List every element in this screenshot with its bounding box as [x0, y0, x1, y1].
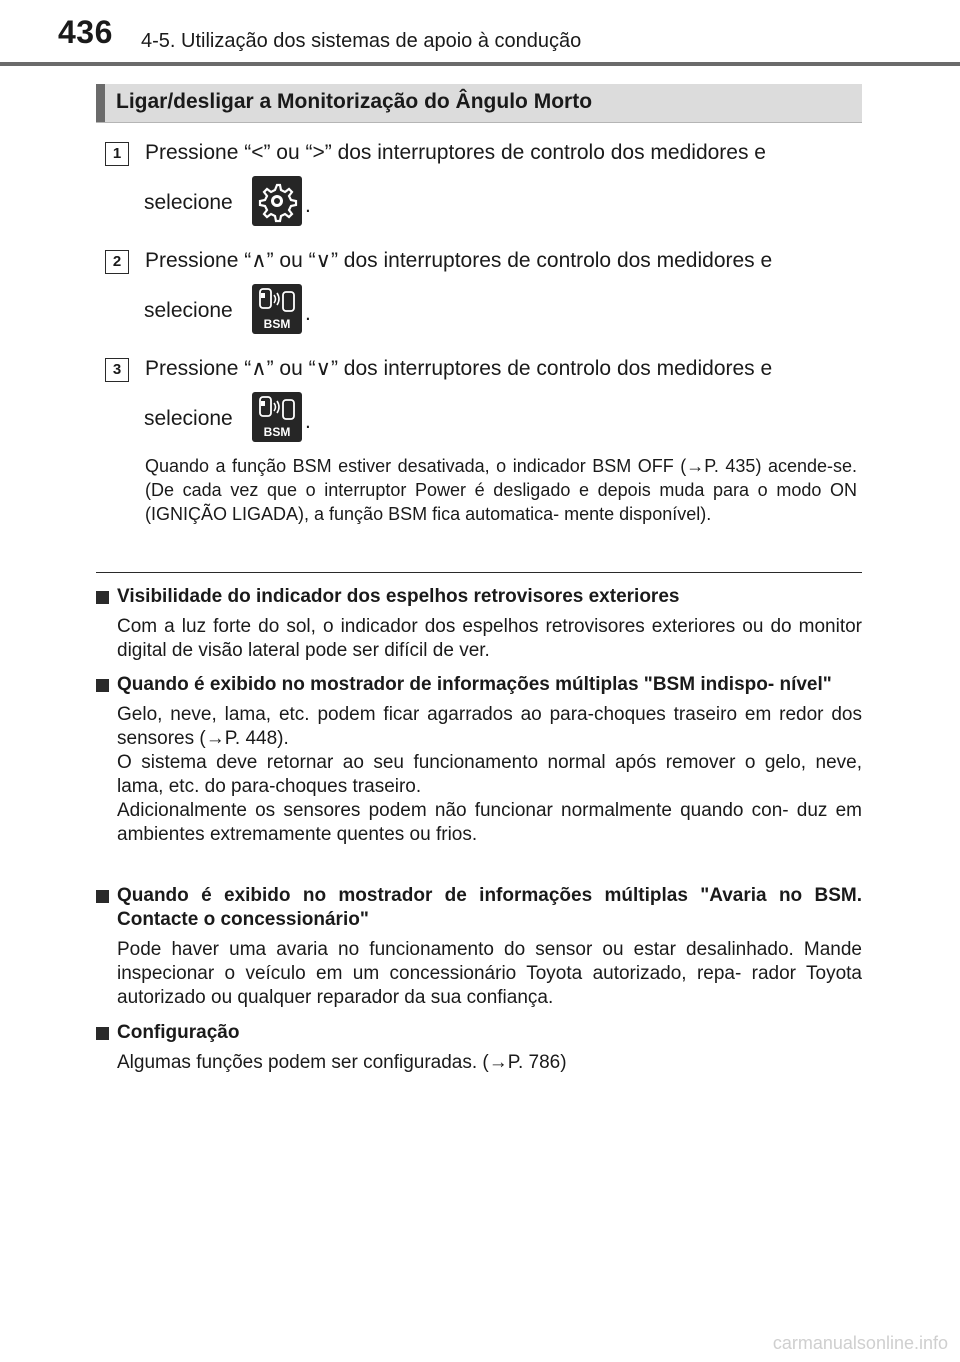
info-paragraph: Algumas funções podem ser configuradas. (→P. 786): [117, 1052, 567, 1073]
info-heading: Quando é exibido no mostrador de informações múltiplas "BSM indispo- nível": [96, 673, 862, 697]
info-body: [96, 615, 862, 663]
step-number: 1: [105, 142, 129, 166]
info-paragraph: Pode haver uma avaria no funcionamento do sensor ou estar desalinhado. Mande inspecionar o veículo em um concessionário Toyota autorizado, repa- rador Toyota autorizado ou qualquer reparador da sua confiança.: [117, 939, 862, 1008]
step-note: Quando a função BSM estiver desativada, o indicador BSM OFF (→P. 435) acende-se. (De cada vez que o interruptor Power é desligado e depois muda para o modo ON (IGNIÇÃO LIGADA), a função BSM fica automatica- mente disponível).: [145, 456, 857, 524]
watermark: carmanualsonline.info: [772, 1333, 948, 1353]
step-number: 2: [105, 250, 129, 274]
info-body: [96, 938, 862, 1010]
step-text: Pressione “∧” ou “∨” dos interruptores de controlo dos medidores e: [145, 249, 773, 272]
select-label: selecione: [144, 191, 233, 214]
square-bullet-icon: [96, 679, 109, 692]
info-section: [96, 1021, 862, 1075]
info-section: [96, 673, 862, 847]
chapter-title: 4-5. Utilização dos sistemas de apoio à condução: [141, 30, 582, 52]
section-divider: [96, 572, 862, 573]
square-bullet-icon: [96, 890, 109, 903]
info-body: [96, 703, 862, 847]
info-body: [96, 1051, 862, 1075]
info-section: [96, 585, 862, 663]
bsm-icon: [252, 284, 302, 334]
section-title: Ligar/desligar a Monitorização do Ângulo Morto: [116, 90, 593, 113]
page-header: [0, 0, 960, 68]
bsm-icon: [252, 392, 302, 442]
info-heading: Quando é exibido no mostrador de informações múltiplas "Avaria no BSM. Contacte o concessionário": [96, 884, 862, 932]
square-bullet-icon: [96, 591, 109, 604]
header-rule: [0, 62, 960, 66]
step-text: Pressione “<” ou “>” dos interruptores de controlo dos medidores e: [145, 141, 766, 164]
svg-text:BSM: BSM: [263, 425, 291, 439]
step-end: .: [305, 302, 311, 325]
page-number: 436: [58, 14, 113, 50]
info-paragraph: Gelo, neve, lama, etc. podem ficar agarrados ao para-choques traseiro em redor dos sensores (→P. 448).: [117, 704, 862, 749]
info-paragraph: O sistema deve retornar ao seu funcionamento normal após remover o gelo, neve, lama, etc. do para-choques traseiro.: [117, 752, 862, 797]
step-number: 3: [105, 358, 129, 382]
section-heading-bar: [96, 84, 862, 123]
step-end: .: [305, 194, 311, 217]
info-heading: Visibilidade do indicador dos espelhos retrovisores exteriores: [96, 585, 862, 609]
square-bullet-icon: [96, 1027, 109, 1040]
info-paragraph: Adicionalmente os sensores podem não funcionar normalmente quando con- duz em ambientes extremamente quentes ou frios.: [117, 800, 862, 845]
select-label: selecione: [144, 407, 233, 430]
info-paragraph: Com a luz forte do sol, o indicador dos espelhos retrovisores exteriores ou do monitor digital de visão lateral pode ser difícil de ver.: [117, 616, 862, 661]
info-heading: Configuração: [96, 1021, 862, 1045]
select-label: selecione: [144, 299, 233, 322]
step-text: Pressione “∧” ou “∨” dos interruptores de controlo dos medidores e: [145, 357, 773, 380]
info-section: [96, 884, 862, 1010]
step-end: .: [305, 410, 311, 433]
svg-text:BSM: BSM: [263, 317, 291, 331]
settings-gear-icon: [252, 176, 302, 226]
